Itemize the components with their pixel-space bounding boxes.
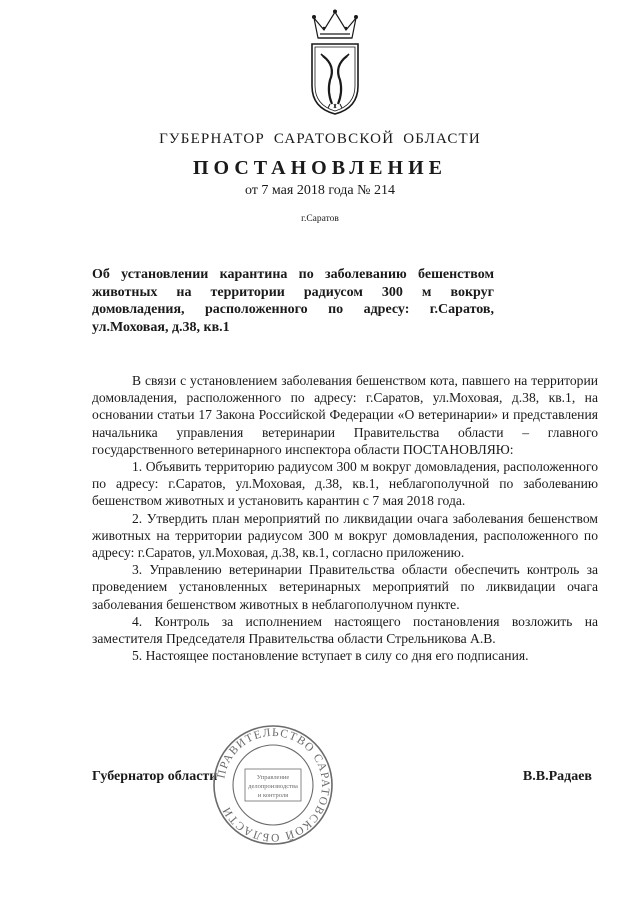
- signatory-name: В.В.Радаев: [522, 769, 592, 784]
- issuing-authority: ГУБЕРНАТОР САРАТОВСКОЙ ОБЛАСТИ: [159, 131, 481, 147]
- official-seal-stamp: [211, 723, 335, 847]
- seal-ring-text: ПРАВИТЕЛЬСТВО САРАТОВСКОЙ ОБЛАСТИ: [215, 726, 332, 844]
- order-item-2: 2. Утвердить план мероприятий по ликвидации очага заболевания бешенством животных на территории радиусом 300 м вокруг домовладения, расположенного по адресу: г.Саратов, ул.Моховая, д.38, кв.1, согласно приложению.: [92, 510, 598, 561]
- document-subject: Об установлении карантина по заболеванию бешенством животных на территории радиусом 300 м вокруг домовладения, расположенного по адресу: г.Саратов, ул.Моховая, д.38, кв.1: [92, 267, 494, 335]
- document-date-number: от 7 мая 2018 года № 214: [244, 183, 396, 198]
- coat-of-arms-icon: [300, 8, 370, 116]
- seal-stamp-line-1: Управление: [256, 774, 290, 781]
- preamble-paragraph: В связи с установлением заболевания бешенством кота, павшего на территории домовладения, расположенного по адресу: г.Саратов, ул.Моховая, д.38, кв.1, на основании статьи 17 Закона Российской Федерации «О ветеринарии» и представления начальника управления ветеринарии Правительства области – главного государственного ветеринарного инспектора области ПОСТАНОВЛЯЮ:: [92, 373, 598, 457]
- seal-stamp-line-3: и контроля: [257, 792, 289, 799]
- order-item-4: 4. Контроль за исполнением настоящего постановления возложить на заместителя Председателя Правительства области Стрельникова А.В.: [92, 613, 598, 647]
- document-body: [92, 372, 598, 664]
- seal-stamp-line-2: делопроизводства: [248, 783, 298, 790]
- order-item-1: 1. Объявить территорию радиусом 300 м вокруг домовладения, расположенного по адресу: г.Саратов, ул.Моховая, д.38, кв.1, неблагополучной по заболеванию бешенством животных и установить карантин с 7 мая 2018 года.: [92, 459, 598, 509]
- signature-block: [92, 769, 598, 789]
- order-item-3: 3. Управлению ветеринарии Правительства области обеспечить контроль за проведением установленных ветеринарных мероприятий по ликвидации очага заболевания бешенством животных в неблагополучном пункте.: [92, 562, 598, 612]
- document-type-title: ПОСТАНОВЛЕНИЕ: [193, 157, 447, 179]
- document-city: г.Саратов: [301, 214, 339, 224]
- signatory-position: Губернатор области: [92, 769, 218, 784]
- order-item-5: 5. Настоящее постановление вступает в силу со дня его подписания.: [132, 648, 529, 664]
